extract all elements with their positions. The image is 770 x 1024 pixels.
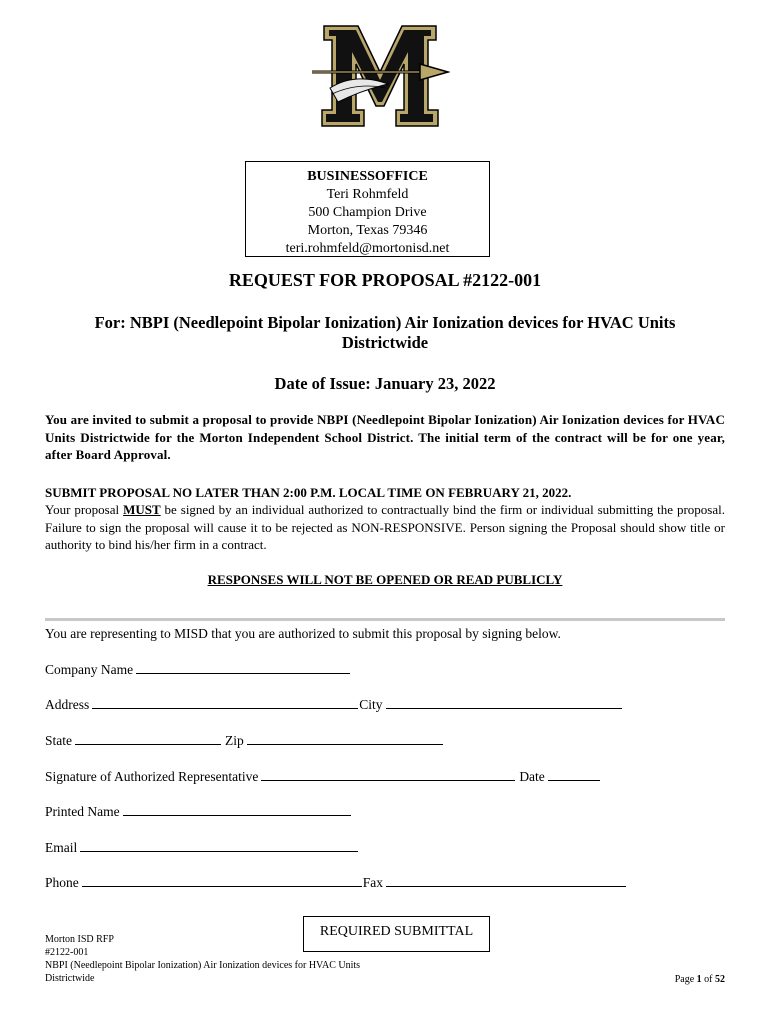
rfp-subject-line1: For: NBPI (Needlepoint Bipolar Ionization) Air Ionization devices for HVAC Units	[94, 313, 676, 332]
submit-instructions	[45, 501, 725, 554]
fax-field[interactable]	[386, 874, 626, 887]
printed-name-field[interactable]	[123, 803, 351, 816]
address-label: Address	[45, 697, 90, 712]
street-address: 500 Champion Drive	[308, 205, 427, 220]
zip-field[interactable]	[247, 732, 443, 745]
date-of-issue: Date of Issue: January 23, 2022	[274, 374, 496, 393]
business-office-address-box	[245, 161, 490, 257]
page-of: of	[704, 974, 713, 985]
footer-line1: Morton ISD RFP	[45, 934, 114, 945]
company-name-field[interactable]	[136, 661, 350, 674]
date-field[interactable]	[548, 768, 600, 781]
not-opened-notice	[40, 572, 730, 588]
contact-email: teri.rohmfeld@mortonisd.net	[285, 241, 450, 256]
office-label: BUSINESSOFFICE	[307, 169, 428, 184]
state-zip-row	[45, 732, 443, 749]
footer-line2: #2122-001	[45, 947, 89, 958]
morton-m-spear-logo-icon	[310, 22, 450, 130]
authorization-statement: You are representing to MISD that you are authorized to submit this proposal by signing below.	[45, 626, 561, 641]
phone-fax-row	[45, 874, 626, 891]
fax-label: Fax	[362, 875, 383, 890]
submit-body-post: be signed by an individual authorized to contractually bind the firm or individual submitting the proposal. Failure to sign the proposal will cause it to be rejected as NON-RESPONSIVE. Person signing the Proposal should show title or authority to bind his/her firm in a contract.	[45, 502, 725, 552]
page-current: 1	[696, 974, 702, 985]
contact-name: Teri Rohmfeld	[326, 187, 409, 202]
email-row	[45, 839, 358, 856]
phone-field[interactable]	[82, 874, 362, 887]
page-total: 52	[715, 974, 725, 985]
city-label: City	[359, 697, 383, 712]
printed-name-row	[45, 803, 351, 820]
section-divider	[45, 618, 725, 621]
rfp-subject	[40, 313, 730, 353]
state-label: State	[45, 733, 72, 748]
zip-label: Zip	[225, 733, 244, 748]
printed-name-label: Printed Name	[45, 804, 120, 819]
submit-deadline-heading: SUBMIT PROPOSAL NO LATER THAN 2:00 P.M. LOCAL TIME ON FEBRUARY 21, 2022.	[45, 485, 572, 500]
email-field[interactable]	[80, 839, 358, 852]
company-name-label: Company Name	[45, 662, 134, 677]
rfp-subject-line2: Districtwide	[341, 333, 429, 352]
signature-label: Signature of Authorized Representative	[45, 769, 259, 784]
date-label: Date	[519, 769, 545, 784]
footer-line3: NBPI (Needlepoint Bipolar Ionization) Air Ionization devices for HVAC Units	[45, 960, 361, 971]
rfp-title: REQUEST FOR PROPOSAL #2122-001	[228, 270, 542, 290]
page-footer	[45, 933, 360, 985]
not-opened-text: RESPONSES WILL NOT BE OPENED OR READ PUBLICLY	[207, 572, 563, 587]
page-number	[640, 974, 725, 985]
signature-row	[45, 768, 600, 785]
page-label: Page	[674, 974, 695, 985]
city-field[interactable]	[386, 696, 622, 709]
phone-label: Phone	[45, 875, 79, 890]
city-state-zip: Morton, Texas 79346	[307, 223, 428, 238]
required-submittal-box: REQUIRED SUBMITTAL	[303, 916, 490, 952]
signature-field[interactable]	[261, 768, 515, 781]
intro-paragraph: You are invited to submit a proposal to provide NBPI (Needlepoint Bipolar Ionization) Air Ionization devices for HVAC Units Districtwide for the Morton Independent School District. The initial term of the contract will be for one year, after Board Approval.	[45, 412, 725, 462]
address-row	[45, 696, 622, 713]
state-field[interactable]	[75, 732, 221, 745]
footer-line4: Districtwide	[45, 973, 95, 984]
email-label: Email	[45, 840, 78, 855]
address-field[interactable]	[92, 696, 358, 709]
company-name-row	[45, 661, 350, 678]
submit-body-pre: Your proposal	[45, 502, 124, 517]
must-emphasis: MUST	[123, 502, 161, 517]
